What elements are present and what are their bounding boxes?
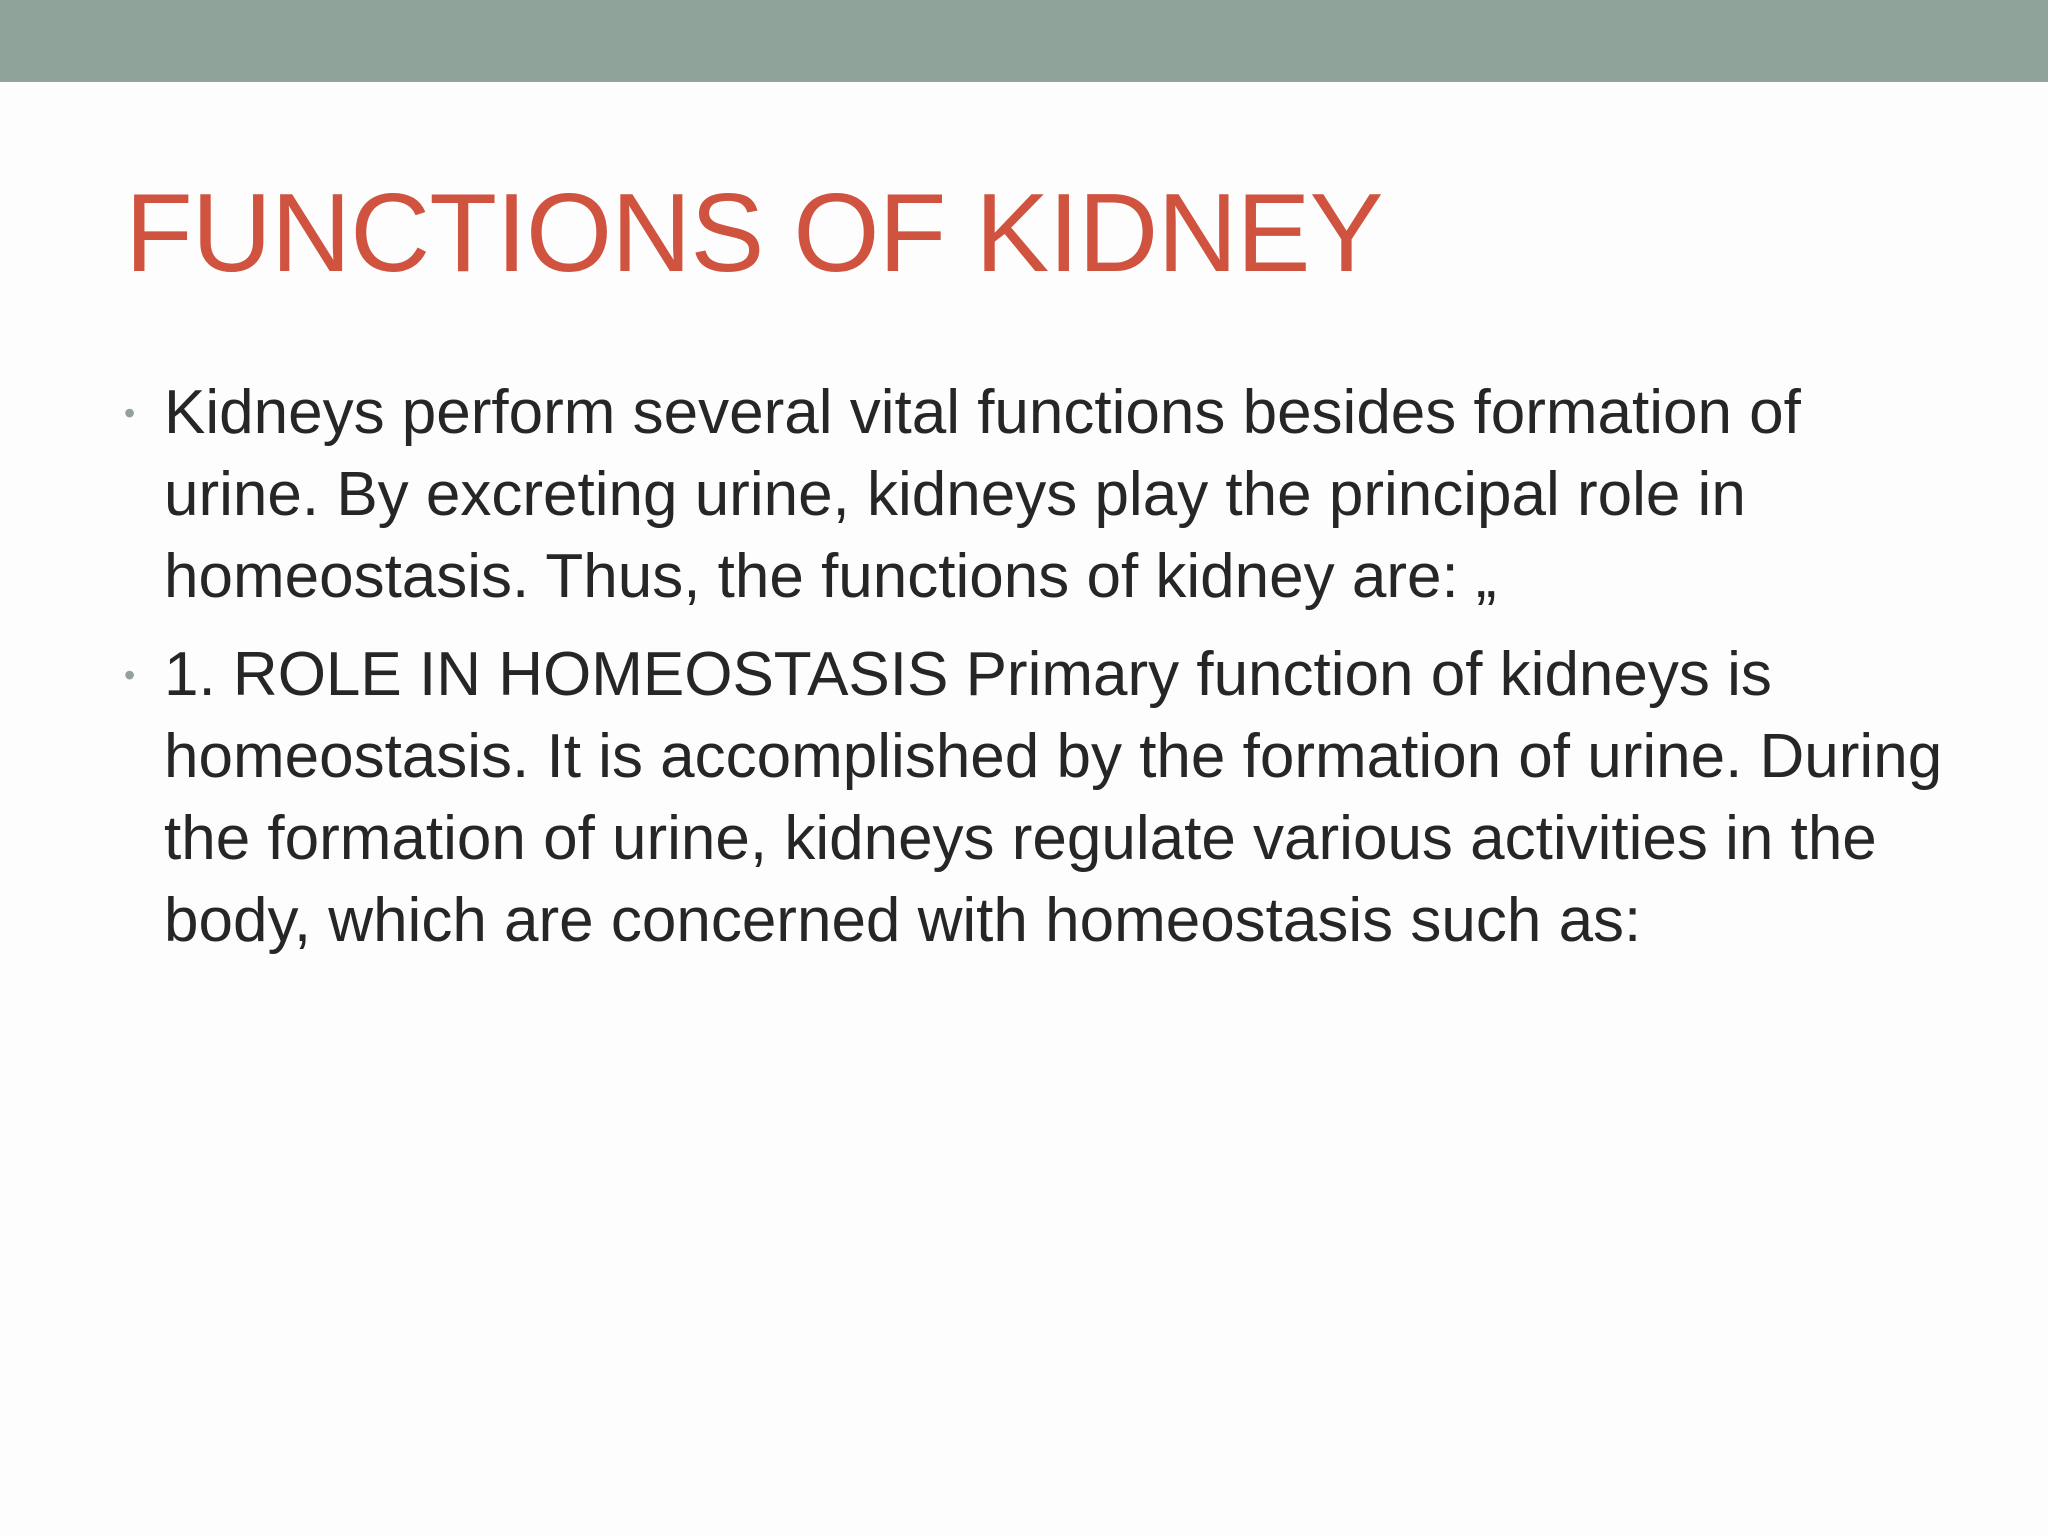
bullet-item-intro xyxy=(118,372,1958,618)
bullet-dot-icon: • xyxy=(124,395,136,431)
bullet-text-homeostasis: 1. ROLE IN HOMEOSTASIS Primary function of kidneys is homeostasis. It is accomplished by the formation of urine. During the formation of urine, kidneys regulate various activities in the body, which are concerned with homeostasis such as: xyxy=(164,640,1943,955)
slide-title: FUNCTIONS OF KIDNEY xyxy=(125,171,1383,295)
header-band xyxy=(0,0,2048,82)
bullet-text-intro: Kidneys perform several vital functions besides formation of urine. By excreting urine, kidneys play the principal role in homeostasis. Thus, the functions of kidney are: „ xyxy=(164,378,1801,611)
bullet-dot-icon: • xyxy=(124,657,136,693)
bullet-item-homeostasis xyxy=(118,634,1958,962)
bullet-list xyxy=(118,372,1958,978)
